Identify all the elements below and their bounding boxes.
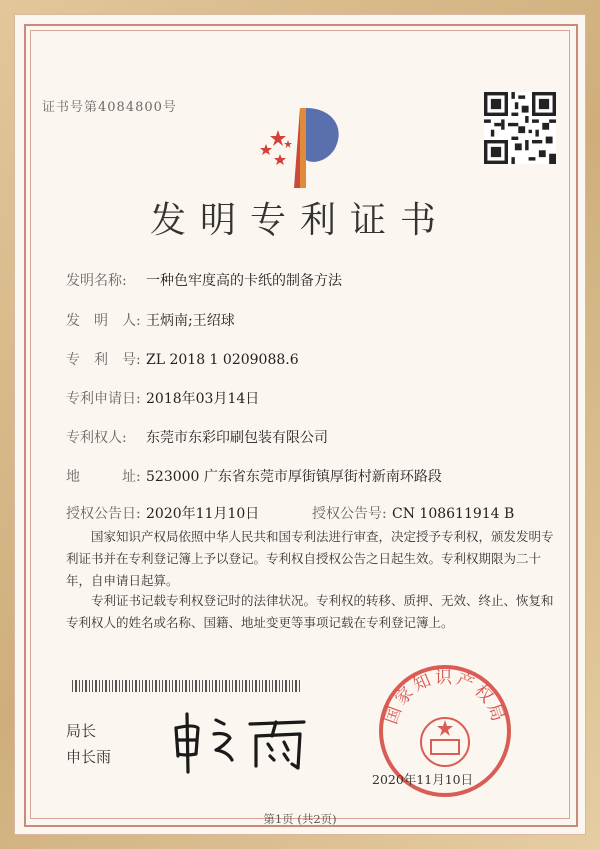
address-label: 地 址:	[66, 469, 141, 485]
qr-code-icon	[484, 92, 556, 164]
grant-date-label: 授权公告日:	[66, 506, 141, 522]
seal-date: 2020年11月10日	[372, 772, 474, 787]
barcode-icon	[72, 680, 302, 692]
patentee-label: 专利权人:	[66, 430, 127, 446]
patent-number-label: 专 利 号:	[66, 352, 141, 368]
patentee-value: 东莞市东彩印刷包装有限公司	[146, 430, 328, 446]
filing-date-value: 2018年03月14日	[146, 391, 260, 407]
certificate-paper	[14, 14, 586, 835]
grant-number-row	[312, 503, 514, 523]
svg-text:国家知识产权局: 国家知识产权局	[381, 668, 509, 727]
director-title: 局长	[66, 722, 97, 740]
grant-number-label: 授权公告号:	[312, 506, 387, 522]
grant-number-value: CN 108611914 B	[392, 506, 515, 522]
certificate-title: 发明专利证书	[149, 200, 450, 241]
inventors-row	[66, 310, 235, 330]
certificate-paragraph-1: 国家知识产权局依照中华人民共和国专利法进行审查，决定授予专利权，颁发发明专利证书并在专利登记簿上予以登记。专利权自授权公告之日起生效。专利权期限为二十年，自申请日起算。	[66, 529, 554, 588]
invention-name-label: 发明名称:	[66, 273, 127, 289]
director-name: 申长雨	[66, 748, 112, 766]
patent-number-row	[66, 349, 299, 369]
patentee-row	[66, 427, 328, 447]
address-value: 523000 广东省东莞市厚街镇厚街村新南环路段	[146, 469, 442, 485]
filing-date-label: 专利申请日:	[66, 391, 141, 407]
certificate-paragraph-2: 专利证书记载专利权登记时的法律状况。专利权的转移、质押、无效、终止、恢复和专利权人的姓名或名称、国籍、地址变更等事项记载在专利登记簿上。	[66, 593, 554, 630]
certificate-number: 证书号第4084800号	[42, 100, 177, 115]
inventors-label: 发 明 人:	[66, 313, 141, 329]
patent-number-value: ZL 2018 1 0209088.6	[146, 352, 299, 368]
filing-date-row	[66, 388, 259, 408]
patent-office-logo-icon	[254, 100, 354, 190]
grant-date-value: 2020年11月10日	[146, 506, 260, 522]
invention-name-row	[66, 270, 342, 290]
address-row	[66, 466, 442, 486]
handwritten-signature	[164, 706, 314, 776]
inventors-value: 王炳南;王绍球	[146, 313, 235, 329]
grant-date-row	[66, 503, 259, 523]
page-number: 第1页 (共2页)	[263, 812, 337, 826]
invention-name-value: 一种色牢度高的卡纸的制备方法	[146, 273, 342, 289]
